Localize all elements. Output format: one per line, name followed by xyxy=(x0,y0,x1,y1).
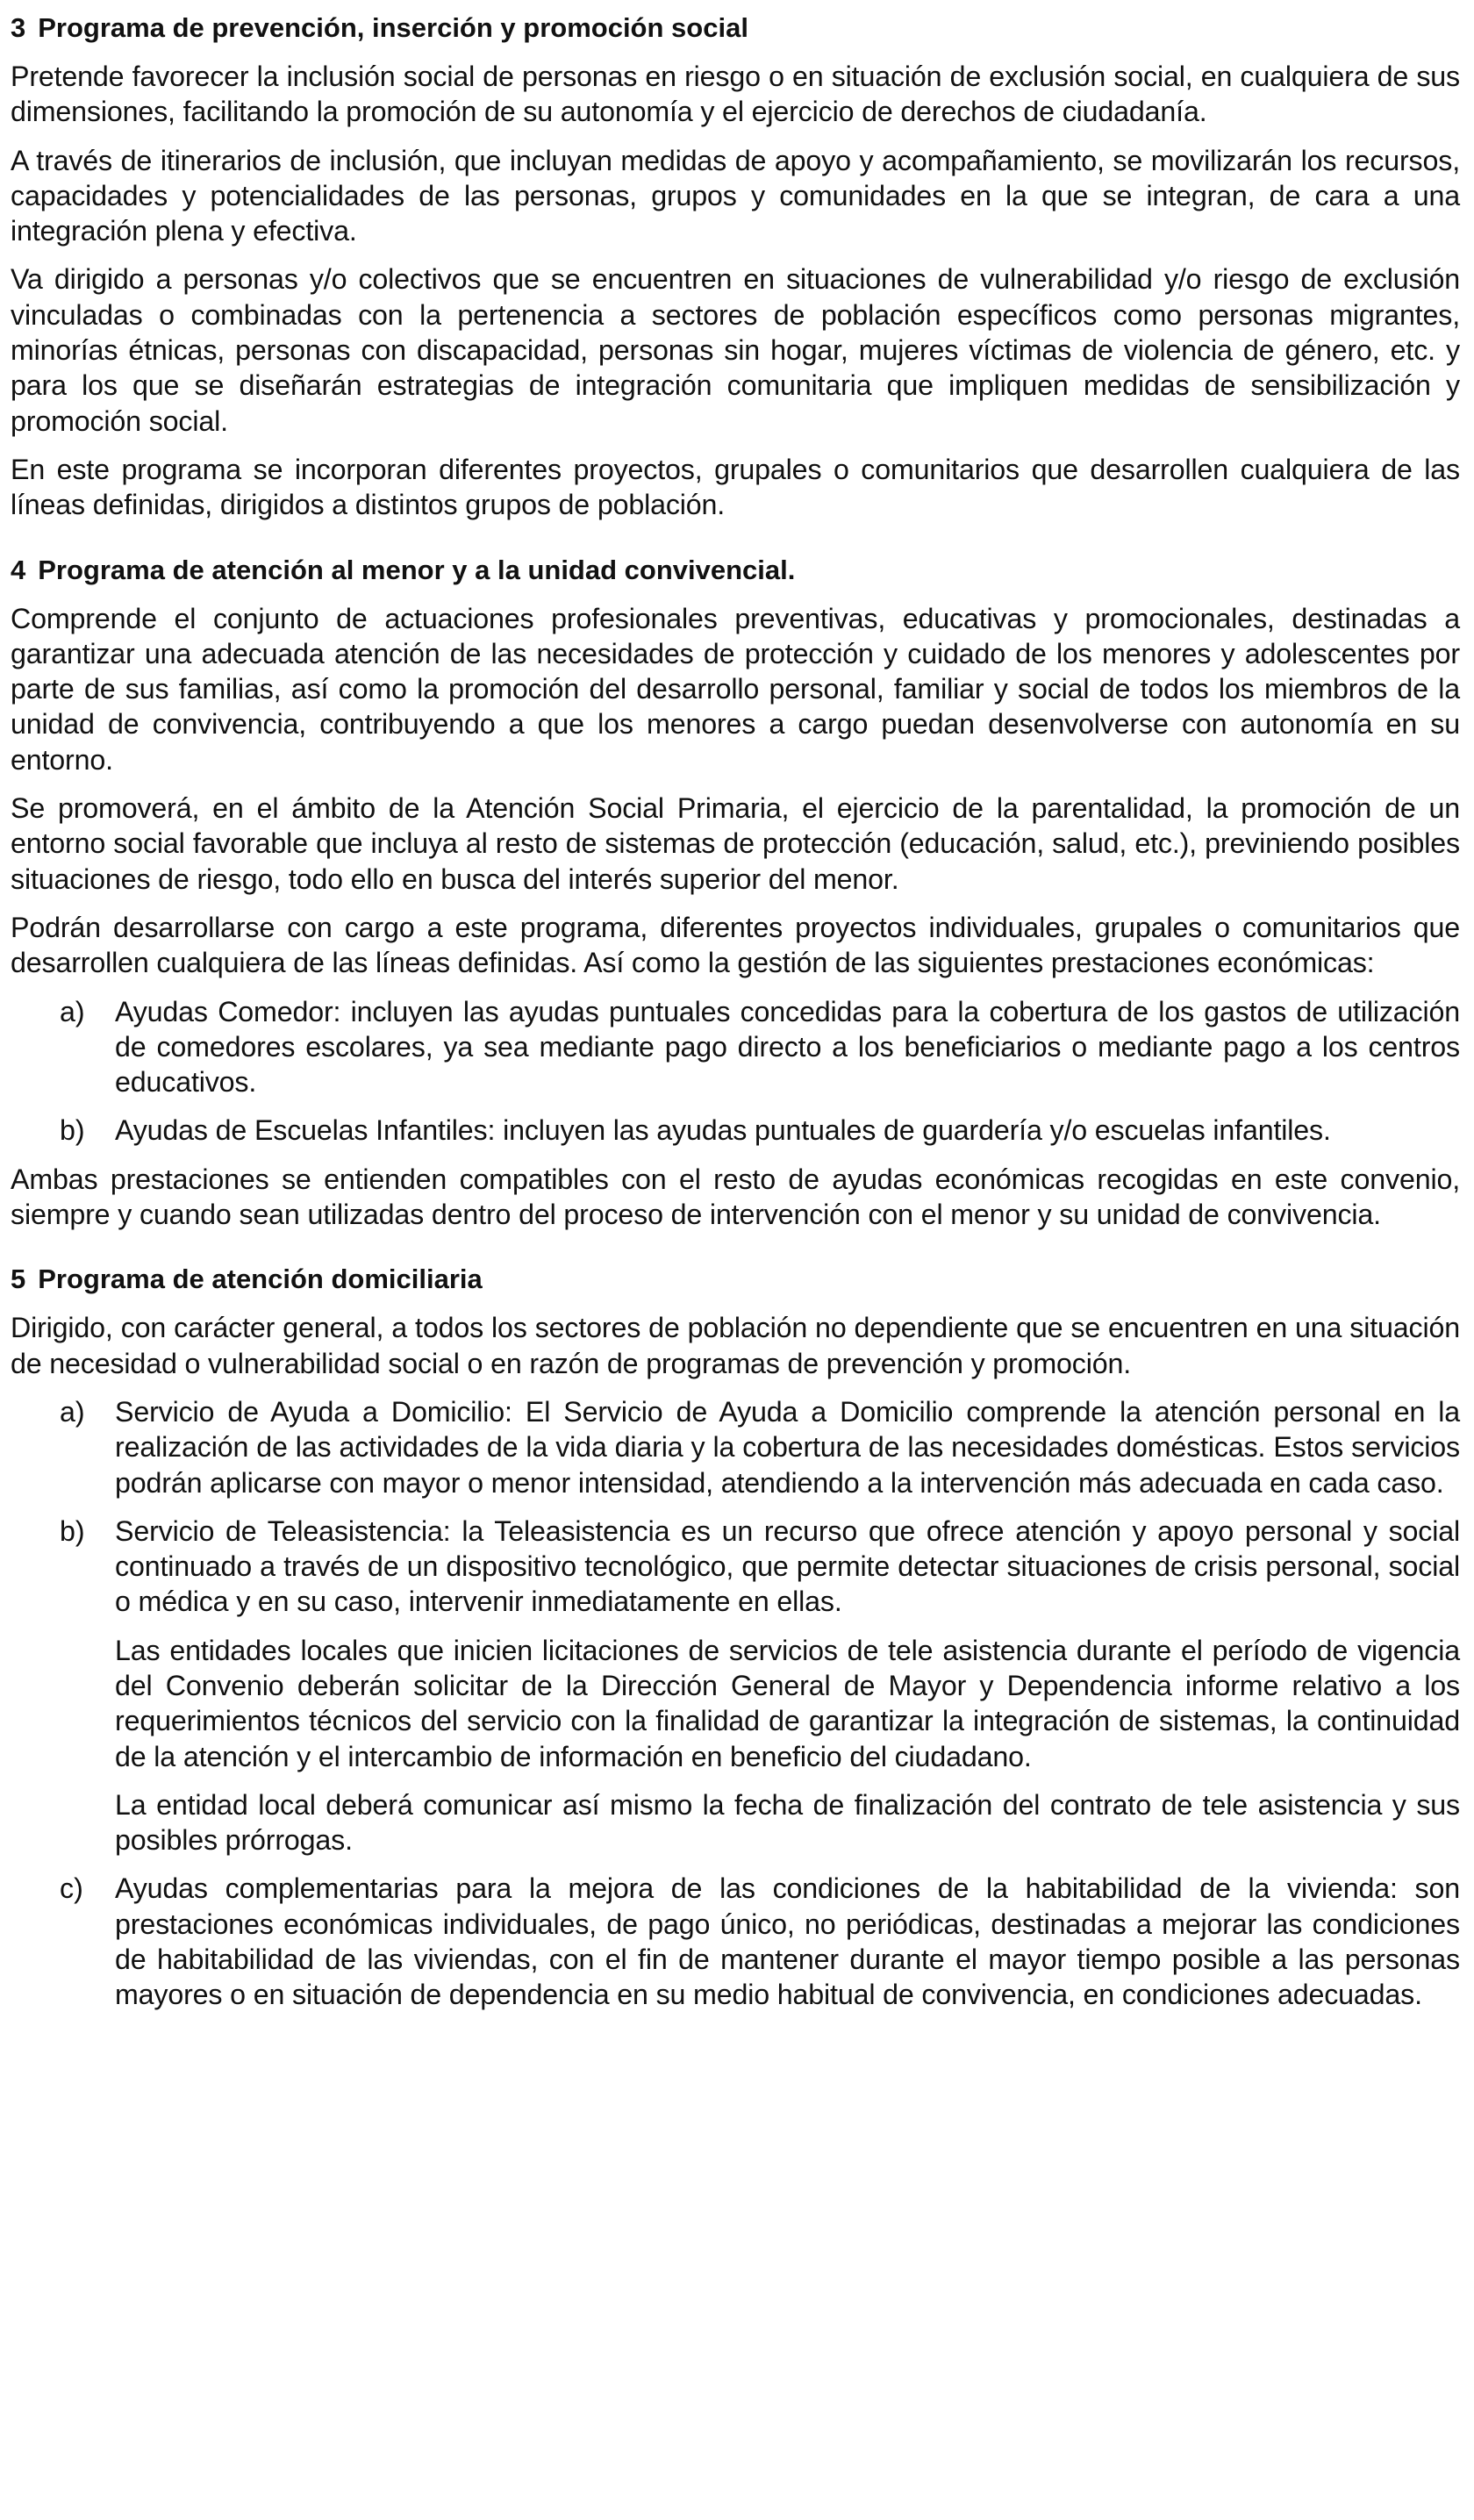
section-programa-menor xyxy=(11,553,1460,1233)
paragraph: Va dirigido a personas y/o colectivos que se encuentren en situaciones de vulnerabilidad y/o riesgo de exclusión vinculadas o combinadas con la pertenencia a sectores de población específicos como personas migrantes, minorías étnicas, personas con discapacidad, personas sin hogar, mujeres víctimas de violencia de género, etc. y para los que se diseñarán estrategias de integración comunitaria que impliquen medidas de sensibilización y promoción social. xyxy=(11,263,1460,437)
list-marker: c) xyxy=(60,1872,83,1905)
section-heading xyxy=(11,553,1460,588)
list-item xyxy=(11,1871,1460,2012)
section-title: Programa de atención al menor y a la unidad convivencial. xyxy=(38,554,796,585)
list-item-text: Servicio de Teleasistencia: la Teleasistencia es un recurso que ofrece atención y apoyo personal y social continuado a través de un dispositivo tecnológico, que permite detectar situaciones de crisis personal, social o médica y en su caso, intervenir inmediatamente en ellas. xyxy=(115,1514,1460,1618)
list-item-text: Ayudas complementarias para la mejora de las condiciones de la habitabilidad de la vivienda: son prestaciones económicas individuales, de pago único, no periódicas, destinadas a mejorar las condiciones de habitabilidad de las viviendas, con el fin de mantener durante el mayor tiempo posible a las personas mayores o en situación de dependencia en su medio habitual de convivencia, en condiciones adecuadas. xyxy=(115,1872,1460,2011)
section-number: 4 xyxy=(11,554,26,585)
paragraph: Comprende el conjunto de actuaciones profesionales preventivas, educativas y promocionales, destinadas a garantizar una adecuada atención de las necesidades de protección y cuidado de los menores y adolescentes por parte de sus familias, así como la promoción del desarrollo personal, familiar y social de todos los miembros de la unidad de convivencia, contribuyendo a que los menores a cargo puedan desenvolverse con autonomía en su entorno. xyxy=(11,602,1460,776)
list-item xyxy=(11,1394,1460,1500)
paragraph: Se promoverá, en el ámbito de la Atención Social Primaria, el ejercicio de la parentalidad, la promoción de un entorno social favorable que incluya al resto de sistemas de protección (educación, salud, etc.), previniendo posibles situaciones de riesgo, todo ello en busca del interés superior del menor. xyxy=(11,792,1460,895)
list-item-text: Servicio de Ayuda a Domicilio: El Servicio de Ayuda a Domicilio comprende la atención personal en la realización de las actividades de la vida diaria y la cobertura de las necesidades domésticas. Estos servicios podrán aplicarse con mayor o menor intensidad, atendiendo a la intervención más adecuada en cada caso. xyxy=(115,1395,1460,1499)
prestaciones-list xyxy=(11,994,1460,1149)
paragraph: En este programa se incorporan diferentes proyectos, grupales o comunitarios que desarrollen cualquiera de las líneas definidas, dirigidos a distintos grupos de población. xyxy=(11,453,1460,521)
section-programa-prevencion xyxy=(11,11,1460,523)
list-marker: a) xyxy=(60,995,85,1027)
paragraph: Podrán desarrollarse con cargo a este programa, diferentes proyectos individuales, grupales o comunitarios que desarrollen cualquiera de las líneas definidas. Así como la gestión de las siguientes prestaciones económicas: xyxy=(11,911,1460,979)
section-programa-domiciliaria xyxy=(11,1262,1460,2012)
paragraph: A través de itinerarios de inclusión, que incluyan medidas de apoyo y acompañamiento, se movilizarán los recursos, capacidades y potencialidades de las personas, grupos y comunidades en la que se integran, de cara a una integración plena y efectiva. xyxy=(11,144,1460,247)
list-marker: a) xyxy=(60,1395,85,1428)
section-number: 3 xyxy=(11,12,26,43)
paragraph: Pretende favorecer la inclusión social de personas en riesgo o en situación de exclusión social, en cualquiera de sus dimensiones, facilitando la promoción de su autonomía y el ejercicio de derechos de ciudadanía. xyxy=(11,61,1460,128)
section-number: 5 xyxy=(11,1264,26,1295)
list-item-text: Ayudas Comedor: incluyen las ayudas puntuales concedidas para la cobertura de los gastos de utilización de comedores escolares, ya sea mediante pago directo a los beneficiarios o mediante pago a los centros educativos. xyxy=(115,995,1460,1099)
paragraph: Dirigido, con carácter general, a todos los sectores de población no dependiente que se encuentren en una situación de necesidad o vulnerabilidad social o en razón de programas de prevención y promoción. xyxy=(11,1312,1460,1379)
section-title: Programa de atención domiciliaria xyxy=(38,1264,483,1295)
list-item xyxy=(11,1113,1460,1148)
list-item xyxy=(11,1514,1460,1858)
list-item-text: Las entidades locales que inicien licitaciones de servicios de tele asistencia durante el período de vigencia del Convenio deberán solicitar de la Dirección General de Mayor y Dependencia informe relativo a los requerimientos técnicos del servicio con la finalidad de garantizar la integración de sistemas, la continuidad de la atención y el intercambio de información en beneficio del ciudadano. xyxy=(115,1634,1460,1772)
list-marker: b) xyxy=(60,1514,85,1547)
section-heading xyxy=(11,11,1460,46)
list-item xyxy=(11,994,1460,1100)
paragraph: Ambas prestaciones se entienden compatibles con el resto de ayudas económicas recogidas en este convenio, siempre y cuando sean utilizadas dentro del proceso de intervención con el menor y su unidad de convivencia. xyxy=(11,1163,1460,1231)
section-title: Programa de prevención, inserción y promoción social xyxy=(38,12,748,43)
list-item-text: Ayudas de Escuelas Infantiles: incluyen las ayudas puntuales de guardería y/o escuelas infantiles. xyxy=(115,1114,1331,1147)
section-heading xyxy=(11,1262,1460,1297)
list-item-text: La entidad local deberá comunicar así mismo la fecha de finalización del contrato de tele asistencia y sus posibles prórrogas. xyxy=(115,1788,1460,1857)
document-page xyxy=(11,0,1460,2026)
servicios-list xyxy=(11,1394,1460,2013)
list-marker: b) xyxy=(60,1114,85,1147)
